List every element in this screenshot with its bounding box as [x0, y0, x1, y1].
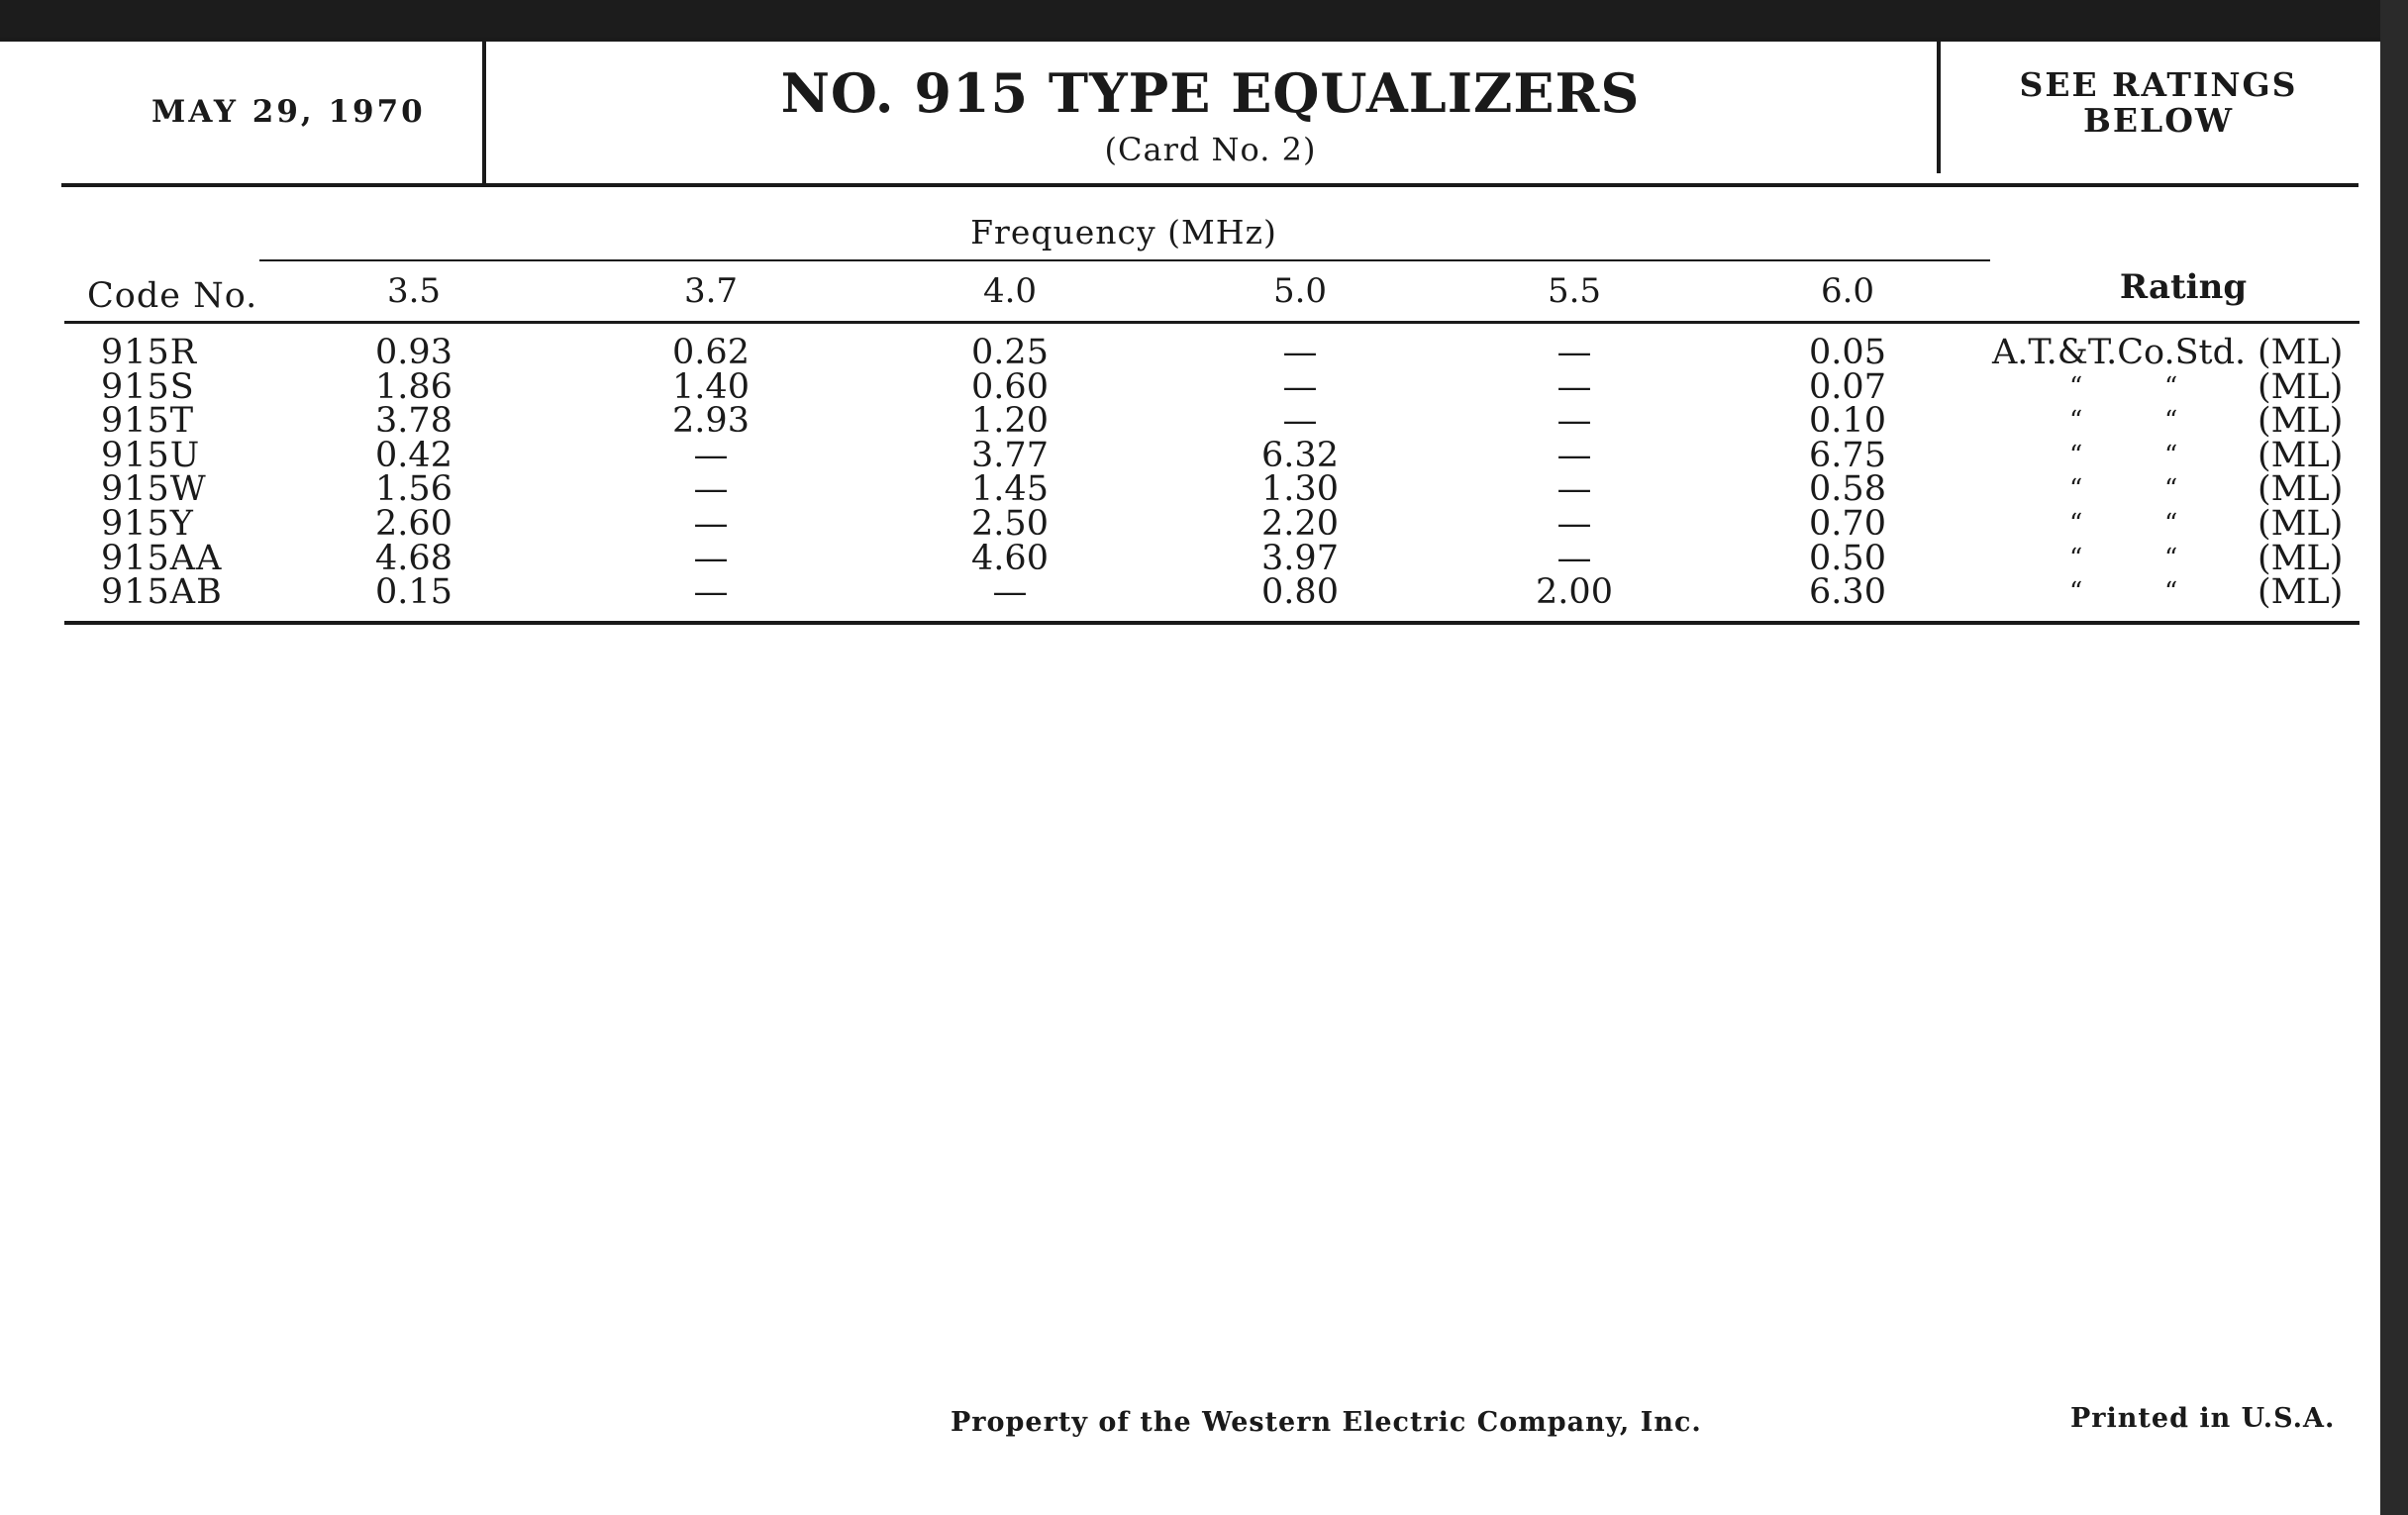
- card-date: MAY 29, 1970: [151, 94, 426, 130]
- row-code: 915U: [101, 435, 201, 475]
- footer-printed-notice: Printed in U.S.A.: [2070, 1403, 2336, 1434]
- row-value: 0.10: [1809, 401, 1886, 442]
- row-value: —: [1282, 366, 1318, 407]
- row-value: 3.77: [971, 435, 1049, 475]
- row-value: 2.20: [1261, 504, 1339, 544]
- row-value: —: [1556, 538, 1592, 578]
- row-value: 0.07: [1809, 366, 1886, 407]
- card-title: NO. 915 TYPE EQUALIZERS: [780, 61, 1641, 125]
- card-subtitle: (Card No. 2): [1104, 131, 1317, 168]
- row-value: —: [693, 469, 729, 510]
- row-value: 2.00: [1536, 572, 1613, 613]
- row-value: —: [1282, 333, 1318, 372]
- frequency-header-3: 5.0: [1272, 271, 1328, 311]
- row-value: 6.75: [1809, 435, 1886, 475]
- row-value: 3.78: [375, 401, 452, 442]
- row-value: 0.50: [1809, 538, 1886, 578]
- row-rating-class: (ML): [2258, 401, 2344, 442]
- row-rating: “ “: [2069, 406, 2178, 437]
- row-value: —: [693, 538, 729, 578]
- row-value: 0.60: [971, 366, 1049, 407]
- row-rating: “ “: [2069, 543, 2178, 573]
- row-rating: “ “: [2069, 440, 2178, 470]
- row-code: 915AA: [101, 538, 223, 578]
- row-value: 4.60: [971, 538, 1049, 578]
- row-rating: “ “: [2069, 577, 2178, 608]
- row-value: 1.86: [375, 366, 452, 407]
- row-value: —: [693, 504, 729, 544]
- frequency-header-4: 5.5: [1547, 271, 1602, 311]
- row-value: 1.45: [971, 469, 1049, 510]
- header-bottom-rule: [61, 183, 2358, 187]
- row-value: —: [693, 572, 729, 613]
- row-value: —: [1556, 401, 1592, 442]
- row-value: 0.05: [1809, 333, 1886, 372]
- code-column-header: Code No.: [87, 276, 258, 316]
- row-value: —: [1556, 366, 1592, 407]
- scan-edge: [2380, 0, 2408, 1515]
- row-rating-class: (ML): [2258, 538, 2344, 578]
- row-value: 0.15: [375, 572, 452, 613]
- row-value: 6.30: [1809, 572, 1886, 613]
- row-code: 915AB: [101, 572, 223, 613]
- frequency-header-5: 6.0: [1820, 271, 1875, 311]
- row-value: —: [693, 435, 729, 475]
- row-value: —: [1556, 504, 1592, 544]
- row-rating: “ “: [2069, 474, 2178, 505]
- frequency-header-1: 3.7: [683, 271, 739, 311]
- row-rating-class: (ML): [2258, 333, 2344, 372]
- frequency-group-rule: [259, 259, 1990, 261]
- row-value: 0.58: [1809, 469, 1886, 510]
- row-value: 2.60: [375, 504, 452, 544]
- table-bottom-rule: [64, 621, 2359, 625]
- footer-property-notice: Property of the Western Electric Company, Inc.: [951, 1407, 1702, 1438]
- row-value: 2.93: [672, 401, 750, 442]
- table-header-rule: [64, 321, 2359, 324]
- row-value: 2.50: [971, 504, 1049, 544]
- ratings-note-line2: BELOW: [2082, 101, 2235, 140]
- row-value: 1.20: [971, 401, 1049, 442]
- row-value: 1.56: [375, 469, 452, 510]
- row-value: 1.40: [672, 366, 750, 407]
- row-code: 915Y: [101, 504, 194, 544]
- row-value: —: [1556, 435, 1592, 475]
- row-value: —: [1282, 401, 1318, 442]
- row-rating: “ “: [2069, 509, 2178, 539]
- row-rating-class: (ML): [2258, 572, 2344, 613]
- row-value: 3.97: [1261, 538, 1339, 578]
- row-value: 0.62: [672, 333, 750, 372]
- row-value: 0.42: [375, 435, 452, 475]
- row-value: 0.25: [971, 333, 1049, 372]
- frequency-header-0: 3.5: [386, 271, 442, 311]
- row-value: 0.80: [1261, 572, 1339, 613]
- row-rating: A.T.&T.Co.Std.: [1992, 333, 2247, 372]
- ratings-note: [1941, 67, 2376, 139]
- row-code: 915R: [101, 333, 198, 372]
- row-value: —: [1556, 469, 1592, 510]
- row-rating-class: (ML): [2258, 366, 2344, 407]
- row-rating-class: (ML): [2258, 504, 2344, 544]
- row-code: 915S: [101, 366, 195, 407]
- frequency-header-2: 4.0: [982, 271, 1038, 311]
- row-value: 4.68: [375, 538, 452, 578]
- ratings-note-line1: SEE RATINGS: [2019, 65, 2298, 104]
- row-code: 915T: [101, 401, 195, 442]
- row-rating-class: (ML): [2258, 469, 2344, 510]
- row-rating-class: (ML): [2258, 435, 2344, 475]
- row-value: 1.30: [1261, 469, 1339, 510]
- frequency-group-header: Frequency (MHz): [970, 213, 1277, 252]
- rating-column-header: Rating: [2119, 267, 2248, 307]
- row-rating: “ “: [2069, 371, 2178, 402]
- row-code: 915W: [101, 469, 207, 510]
- row-value: —: [992, 572, 1028, 613]
- row-value: 6.32: [1261, 435, 1339, 475]
- row-value: —: [1556, 333, 1592, 372]
- row-value: 0.93: [375, 333, 452, 372]
- header-top-rule: [0, 38, 2380, 42]
- row-value: 0.70: [1809, 504, 1886, 544]
